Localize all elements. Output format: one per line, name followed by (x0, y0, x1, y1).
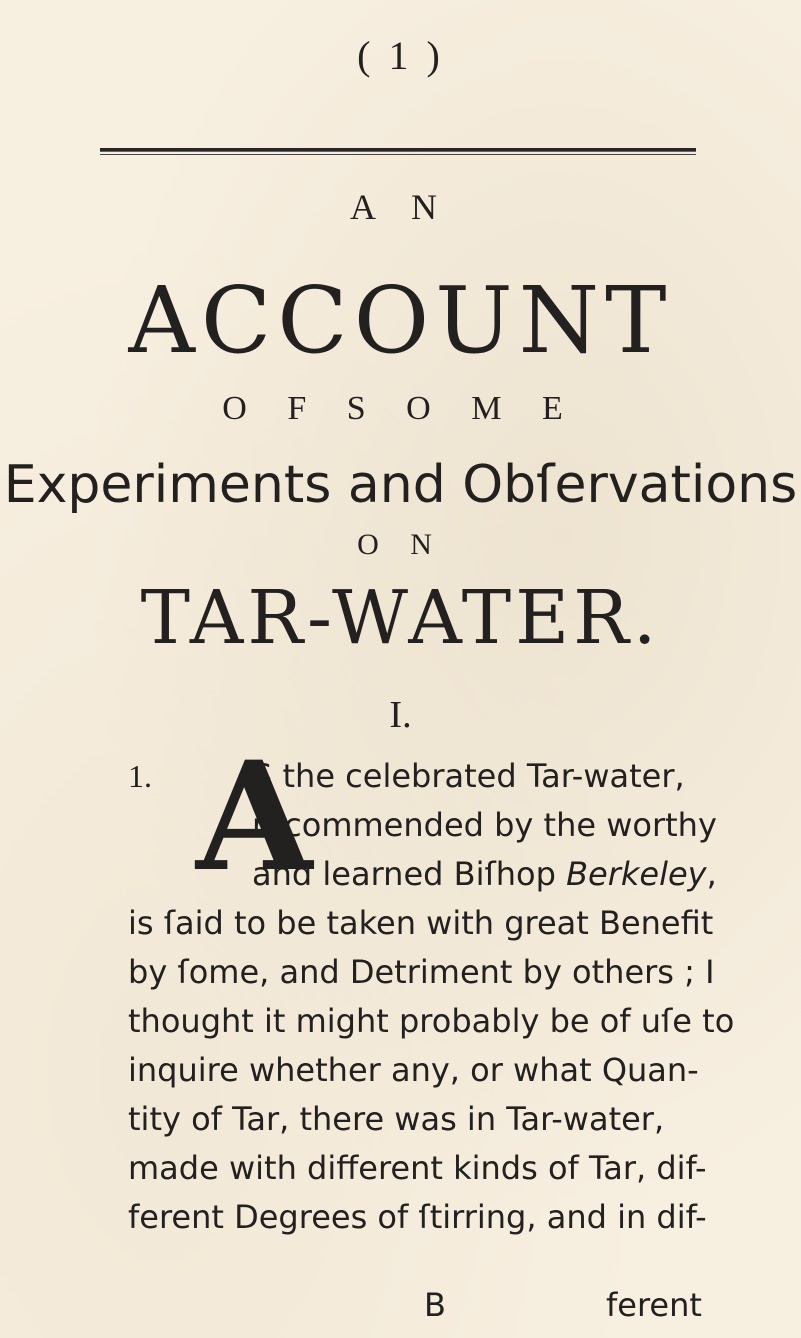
text-line-4: is ſaid to be taken with great Benefit (128, 904, 714, 942)
signature-mark: B (424, 1286, 446, 1324)
text-line-7: inquire whether any, or what Quan- (128, 1051, 699, 1089)
catchword: ferent (606, 1286, 702, 1324)
text-line-6: thought it might probably be of uſe to (128, 1002, 735, 1040)
section-numeral: I. (389, 694, 412, 736)
title-experiments: Experiments and Obſervations (3, 455, 798, 515)
page-number: ( 1 ) (357, 33, 444, 78)
italic-suffix: , (706, 855, 717, 893)
title-an: A N (349, 187, 451, 227)
title-account: ACCOUNT (128, 267, 673, 374)
paragraph-number: 1. (128, 758, 152, 794)
title-of-some: O F S O M E (222, 390, 579, 427)
text-line-3-main: and learned Biſhop (252, 855, 567, 893)
text-line-2: recommended by the worthy (252, 806, 717, 844)
title-on: O N (357, 528, 444, 561)
text-line-5: by ſome, and Detriment by others ; I (128, 953, 715, 991)
drop-cap: A (196, 729, 313, 905)
header-rule (100, 148, 696, 152)
text-line-9: made with different kinds of Tar, dif- (128, 1149, 707, 1187)
text-line-10: ferent Degrees of ſtirring, and in dif- (128, 1198, 707, 1236)
text-line-1: S the celebrated Tar-water, (252, 757, 685, 795)
italic-name: Berkeley (566, 855, 707, 893)
title-tar-water: TAR-WATER. (140, 575, 661, 661)
text-line-8: tity of Tar, there was in Tar-water, (128, 1100, 665, 1138)
text-line-3 (252, 855, 717, 893)
